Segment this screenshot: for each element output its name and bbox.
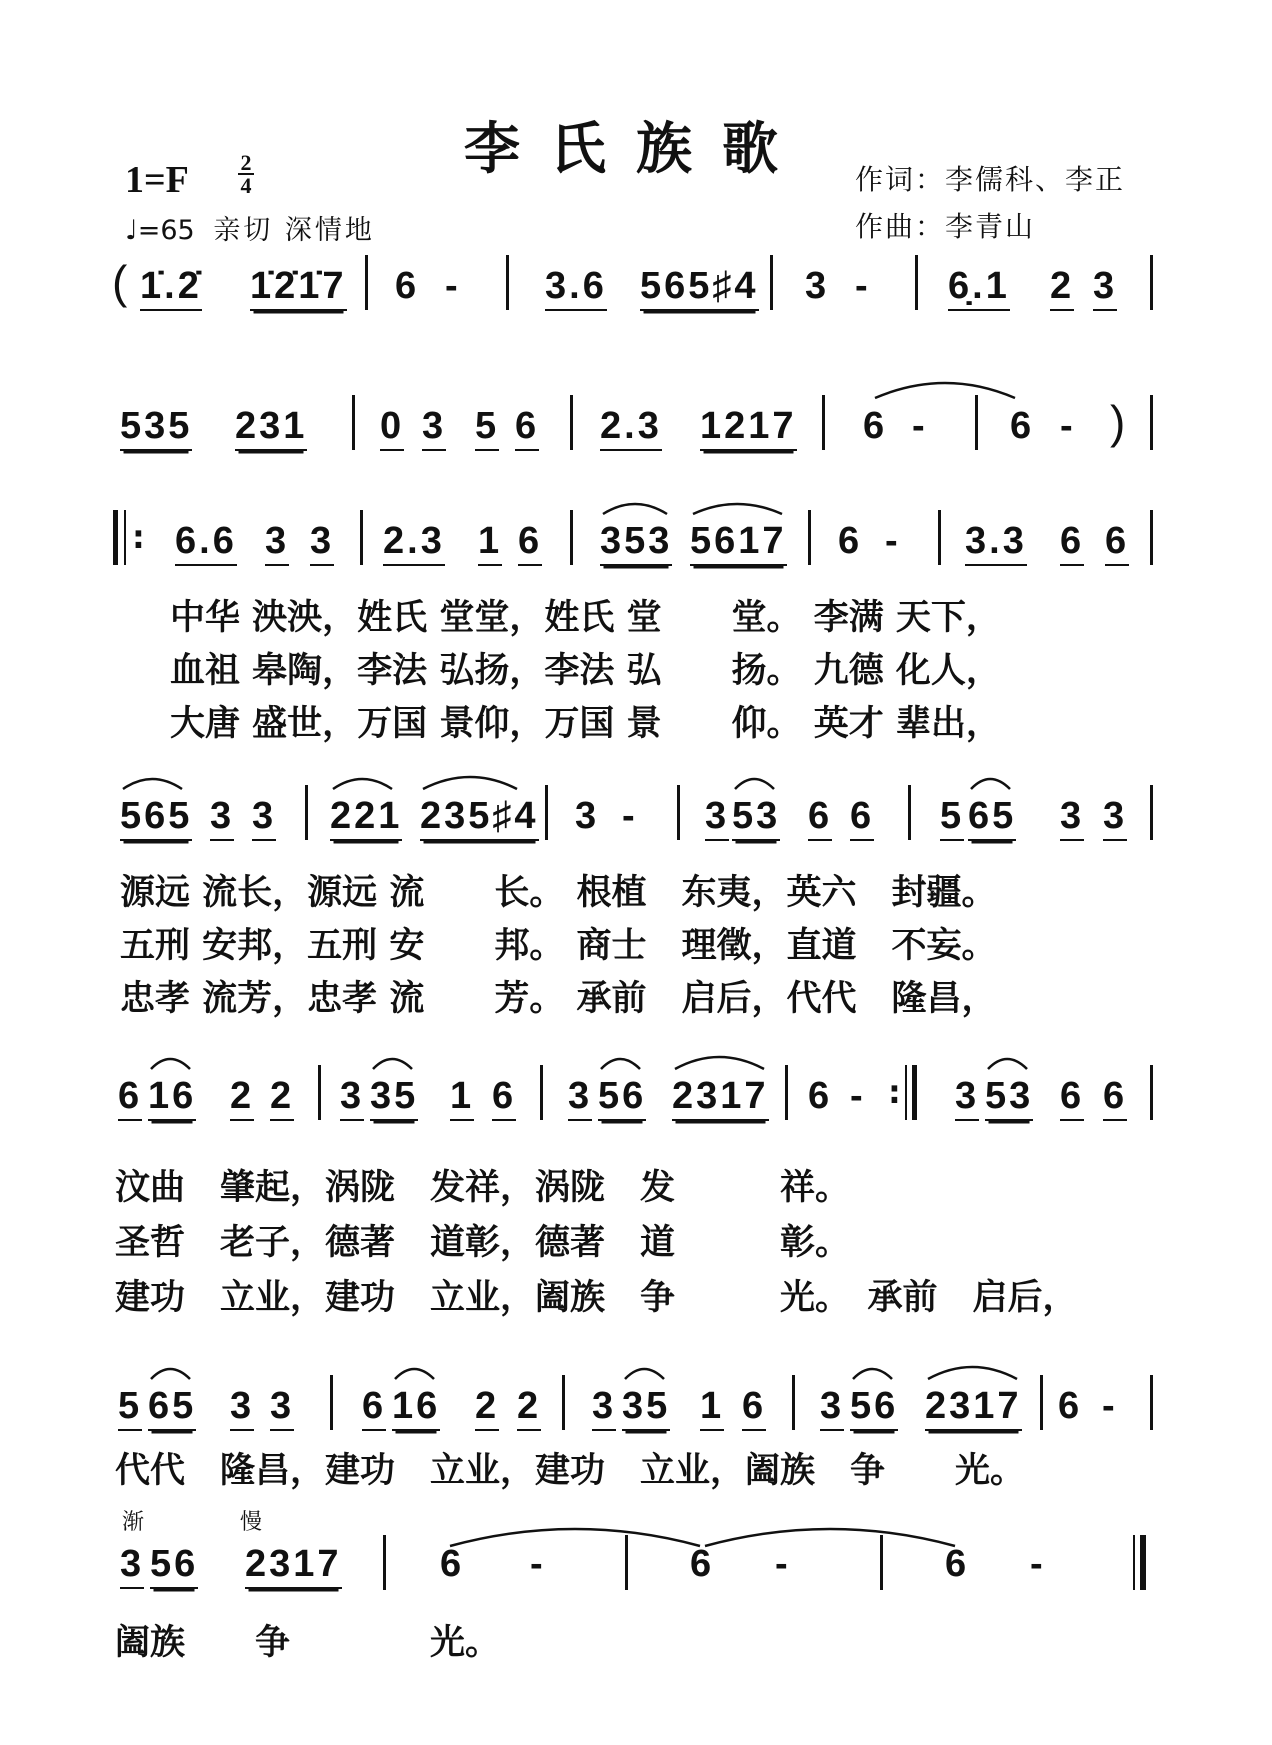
note-group: -: [445, 265, 461, 307]
note-group: 3: [210, 795, 234, 841]
repeat-end-dots: :: [888, 1073, 901, 1111]
barline: [677, 785, 680, 840]
note-group: 3: [270, 1385, 294, 1431]
time-signature-bottom: 4: [240, 173, 252, 198]
slur: [925, 1359, 1020, 1383]
note-group: 5: [940, 795, 964, 841]
note-group: 1: [478, 520, 502, 566]
music-system-4: [0, 785, 1272, 1025]
note-group: 2317: [672, 1075, 769, 1121]
slur: [420, 769, 520, 793]
barline: [1150, 1065, 1153, 1120]
note-group: 56: [850, 1385, 898, 1431]
time-signature-top: 2: [240, 150, 252, 175]
note-group: 3: [805, 265, 830, 307]
lyric-line-3: 忠孝 流芳，忠孝 流 芳。 承前 启后，代代 隆昌，: [120, 978, 997, 1019]
note-group: 2: [475, 1385, 499, 1431]
repeat-start-thick-bar: [113, 510, 118, 565]
tie-slur: [445, 1520, 705, 1550]
note-group: 3: [120, 1543, 144, 1589]
note-group: 6: [1058, 1385, 1083, 1427]
lyric-line-2: 圣哲 老子，德著 道彰，德著 道 彰。: [115, 1222, 851, 1263]
lyric-line-1: 阖族 争 光。: [115, 1622, 501, 1663]
repeat-end-thick-bar: [912, 1065, 917, 1120]
slur: [850, 1363, 895, 1383]
barline: [330, 1375, 333, 1430]
barline: [1150, 255, 1153, 310]
barline: [792, 1375, 795, 1430]
note-group: 6: [945, 1543, 970, 1585]
lyric-line-1: 中华 泱泱，姓氏 堂堂，姓氏 堂 堂。 李满 天下，: [170, 597, 1001, 638]
note-group: 5: [475, 405, 499, 451]
final-thick-bar: [1140, 1535, 1146, 1590]
note-group: 3: [252, 795, 276, 841]
note-group: 3: [568, 1075, 592, 1121]
slur: [392, 1363, 437, 1383]
note-group: -: [850, 1075, 866, 1117]
note-group: 6: [515, 405, 539, 451]
note-group: 35: [370, 1075, 418, 1121]
barline: [352, 395, 355, 450]
note-group: 2.3: [383, 520, 445, 566]
slur: [968, 773, 1013, 793]
note-group: 3: [340, 1075, 364, 1121]
note-group: -: [1102, 1385, 1118, 1427]
note-group: 3: [230, 1385, 254, 1431]
note-group: 565: [120, 795, 192, 841]
barline: [506, 255, 509, 310]
note-group: 5617: [690, 520, 787, 566]
barline: [1150, 510, 1153, 565]
barline: [1150, 395, 1153, 450]
note-group: 3.6: [545, 265, 607, 311]
slur: [690, 498, 785, 518]
barline: [545, 785, 548, 840]
tempo-marking: ♩=65: [125, 215, 195, 246]
note-group: 3: [575, 795, 600, 837]
lyric-line-1: 源远 流长，源远 流 长。 根植 东夷，英六 封疆。: [120, 872, 997, 913]
barline: [1150, 1375, 1153, 1430]
note-group: 2: [230, 1075, 254, 1121]
note-group: 6̣.1: [948, 265, 1010, 311]
note-group: -: [530, 1543, 546, 1585]
note-group: 231: [235, 405, 307, 451]
slur: [598, 1053, 643, 1073]
note-group: 535: [120, 405, 192, 451]
lyric-line-1: 汶曲 肇起，涡陇 发祥，涡陇 发 祥。: [115, 1167, 851, 1208]
barline: [785, 1065, 788, 1120]
barline: [908, 785, 911, 840]
music-system-7: [0, 1505, 1272, 1675]
lyric-line-2: 血祖 皋陶，李法 弘扬，李法 弘 扬。 九德 化人，: [170, 650, 1001, 691]
note-group: 3: [422, 405, 446, 451]
note-group: 2317: [245, 1543, 342, 1589]
note-group: 6: [850, 795, 874, 841]
expression-marking: 亲切 深情地: [213, 215, 375, 246]
note-group: 1̇2̇1̇7: [250, 265, 347, 311]
note-group: 56: [150, 1543, 198, 1589]
music-system-6: [0, 1375, 1272, 1495]
note-group: 6: [118, 1075, 142, 1121]
barline: [562, 1375, 565, 1430]
lyric-line-3: 大唐 盛世，万国 景仰，万国 景 仰。 英才 辈出，: [170, 703, 1001, 744]
note-group: 53: [732, 795, 780, 841]
note-group: 3: [310, 520, 334, 566]
note-group: 6: [808, 1075, 833, 1117]
slur: [120, 773, 185, 793]
barline: [318, 1065, 321, 1120]
barline: [1040, 1375, 1043, 1430]
note-group: 1217: [700, 405, 797, 451]
note-group: 56: [598, 1075, 646, 1121]
note-group: 3: [1093, 265, 1117, 311]
note-group: 1: [450, 1075, 474, 1121]
note-group: 6: [518, 520, 542, 566]
note-group: 2: [1050, 265, 1074, 311]
music-system-2: [0, 395, 1272, 465]
note-group: 6.6: [175, 520, 237, 566]
repeat-end-thin-bar: [905, 1065, 907, 1120]
barline: [570, 510, 573, 565]
barline: [365, 255, 368, 310]
note-group: 2: [270, 1075, 294, 1121]
final-thin-bar: [1133, 1535, 1135, 1590]
note-group: 3: [820, 1385, 844, 1431]
note-group: 1: [700, 1385, 724, 1431]
note-group: -: [885, 520, 901, 562]
barline: [570, 395, 573, 450]
tempo-mark-gradually: 渐: [122, 1510, 145, 1535]
close-repeat-paren: ): [1110, 396, 1126, 448]
note-group: 3: [955, 1075, 979, 1121]
note-group: 2.3: [600, 405, 662, 451]
time-signature: [238, 150, 254, 198]
barline: [822, 395, 825, 450]
tie-slur: [700, 1520, 960, 1550]
note-group: 5: [118, 1385, 142, 1431]
note-group: 3: [705, 795, 729, 841]
barline: [1150, 785, 1153, 840]
note-group: 6: [395, 265, 420, 307]
barline: [770, 255, 773, 310]
slur: [148, 1363, 193, 1383]
note-group: 53: [985, 1075, 1033, 1121]
note-group: 6: [440, 1543, 465, 1585]
barline: [305, 785, 308, 840]
note-group: 6: [1060, 520, 1084, 566]
tempo-mark-slow: 慢: [240, 1510, 263, 1535]
note-group: 6: [742, 1385, 766, 1431]
song-title: 李氏族歌: [464, 116, 808, 182]
barline: [938, 510, 941, 565]
note-group: 65: [148, 1385, 196, 1431]
note-group: 6: [1060, 1075, 1084, 1121]
note-group: 6: [863, 405, 888, 447]
tie-slur: [870, 373, 1020, 403]
note-group: -: [912, 405, 928, 447]
note-group: 6: [808, 795, 832, 841]
note-group: -: [1060, 405, 1076, 447]
lyric-line-3: 建功 立业，建功 立业，阖族 争 光。 承前 启后，: [115, 1277, 1078, 1318]
barline: [975, 395, 978, 450]
note-group: -: [775, 1543, 791, 1585]
note-group: 3: [1103, 795, 1127, 841]
note-group: 3: [592, 1385, 616, 1431]
note-group: -: [855, 265, 871, 307]
note-group: 16: [148, 1075, 196, 1121]
note-group: 2317: [925, 1385, 1022, 1431]
note-group: 3.3: [965, 520, 1027, 566]
music-system-5: [0, 1065, 1272, 1318]
slur: [622, 1363, 667, 1383]
slur: [985, 1053, 1030, 1073]
note-group: 3: [1060, 795, 1084, 841]
repeat-start-thin-bar: [124, 510, 126, 565]
note-group: 6: [492, 1075, 516, 1121]
barline: [360, 510, 363, 565]
note-group: 65: [968, 795, 1016, 841]
note-group: 221: [330, 795, 402, 841]
slur: [672, 1049, 767, 1073]
note-group: -: [622, 795, 638, 837]
note-group: 6: [1105, 520, 1129, 566]
barline: [540, 1065, 543, 1120]
slur: [330, 773, 395, 793]
repeat-dots: :: [132, 518, 145, 556]
key-signature: 1=F: [125, 159, 189, 201]
note-group: 0: [380, 405, 404, 451]
note-group: 6: [1010, 405, 1035, 447]
note-group: 6: [690, 1543, 715, 1585]
lyricist-credit: 作词：李儒科、李正: [855, 163, 1126, 196]
slur: [148, 1053, 193, 1073]
note-group: 16: [392, 1385, 440, 1431]
composer-credit: 作曲：李青山: [855, 210, 1036, 243]
note-group: 35: [622, 1385, 670, 1431]
music-system-1: [0, 255, 1272, 325]
lyric-line-2: 五刑 安邦，五刑 安 邦。 商士 理徵，直道 不妄。: [120, 925, 997, 966]
note-group: 3: [265, 520, 289, 566]
barline: [915, 255, 918, 310]
barline: [383, 1535, 386, 1590]
note-group: 235♯4: [420, 795, 539, 841]
slur: [732, 773, 777, 793]
note-group: -: [1030, 1543, 1046, 1585]
note-group: 6: [362, 1385, 386, 1431]
open-repeat-paren: (: [112, 256, 128, 308]
barline: [808, 510, 811, 565]
note-group: 1̇.2̇: [140, 265, 202, 311]
tempo-expression: [125, 208, 375, 247]
note-group: 353: [600, 520, 672, 566]
note-group: 565♯4: [640, 265, 759, 311]
slur: [600, 498, 670, 518]
note-group: 6: [1103, 1075, 1127, 1121]
note-group: 2: [517, 1385, 541, 1431]
music-system-3: [0, 510, 1272, 750]
slur: [370, 1053, 415, 1073]
note-group: 6: [838, 520, 863, 562]
lyric-line-1: 代代 隆昌，建功 立业，建功 立业，阖族 争 光。: [115, 1450, 1026, 1491]
